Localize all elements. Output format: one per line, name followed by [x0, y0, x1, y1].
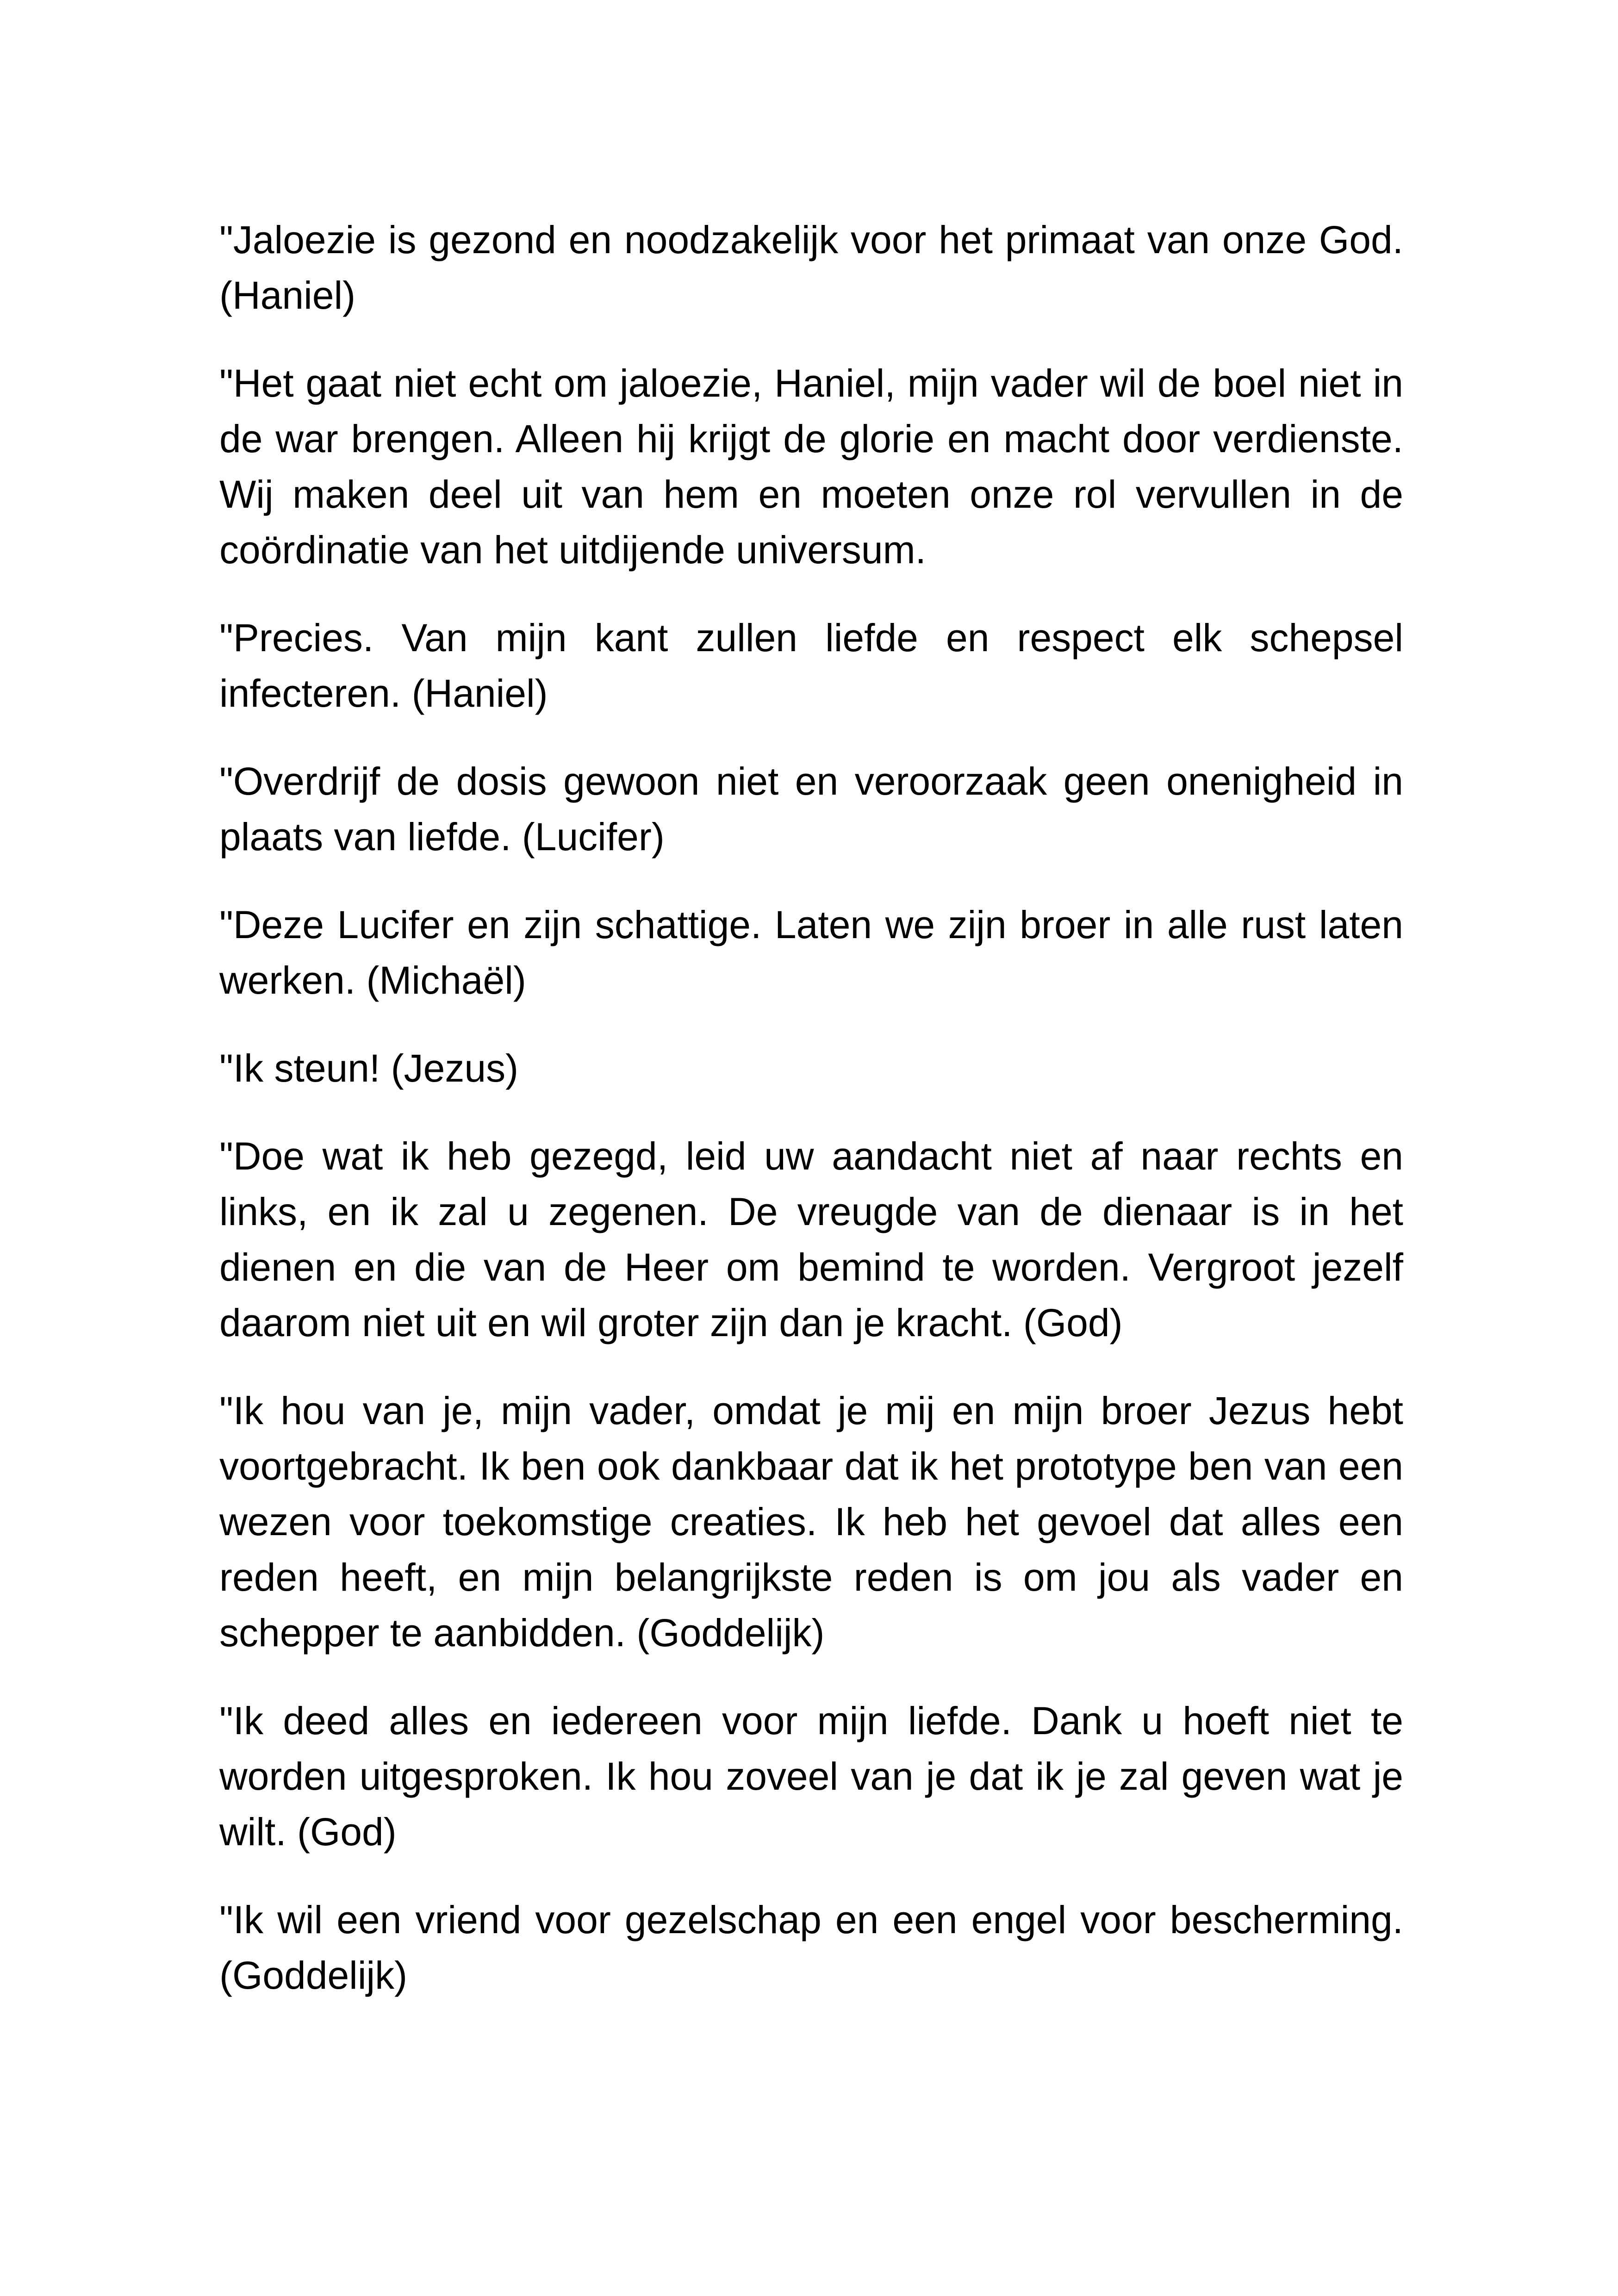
paragraph-3: "Precies. Van mijn kant zullen liefde en respect elk schepsel infecteren. (Haniel) [219, 616, 1403, 715]
document-body [219, 212, 1403, 2035]
paragraph-5: "Deze Lucifer en zijn schattige. Laten we zijn broer in alle rust laten werken. (Michaël) [219, 903, 1403, 1002]
paragraph-6: "Ik steun! (Jezus) [219, 1046, 519, 1090]
paragraph-9: "Ik deed alles en iedereen voor mijn liefde. Dank u hoeft niet te worden uitgesproken. Ik hou zoveel van je dat ik je zal geven wat je wilt. (God) [219, 1699, 1403, 1854]
paragraph-8: "Ik hou van je, mijn vader, omdat je mij en mijn broer Jezus hebt voortgebracht. Ik ben ook dankbaar dat ik het prototype ben van een wezen voor toekomstige creaties. Ik heb het gevoel dat alles een reden heeft, en mijn belangrijkste reden is om jou als vader en schepper te aanbidden. (Goddelijk) [219, 1389, 1403, 1655]
paragraph-4: "Overdrijf de dosis gewoon niet en veroorzaak geen onenigheid in plaats van liefde. (Lucifer) [219, 759, 1403, 859]
paragraph-2: "Het gaat niet echt om jaloezie, Haniel, mijn vader wil de boel niet in de war brengen. Alleen hij krijgt de glorie en macht door verdienste. Wij maken deel uit van hem en moeten onze rol vervullen in de coördinatie van het uitdijende universum. [219, 361, 1403, 572]
paragraph-10: "Ik wil een vriend voor gezelschap en een engel voor bescherming. (Goddelijk) [219, 1898, 1403, 1997]
paragraph-7: "Doe wat ik heb gezegd, leid uw aandacht niet af naar rechts en links, en ik zal u zegenen. De vreugde van de dienaar is in het dienen en die van de Heer om bemind te worden. Vergroot jezelf daarom niet uit en wil groter zijn dan je kracht. (God) [219, 1134, 1403, 1344]
paragraph-1: "Jaloezie is gezond en noodzakelijk voor het primaat van onze God. (Haniel) [219, 218, 1403, 317]
